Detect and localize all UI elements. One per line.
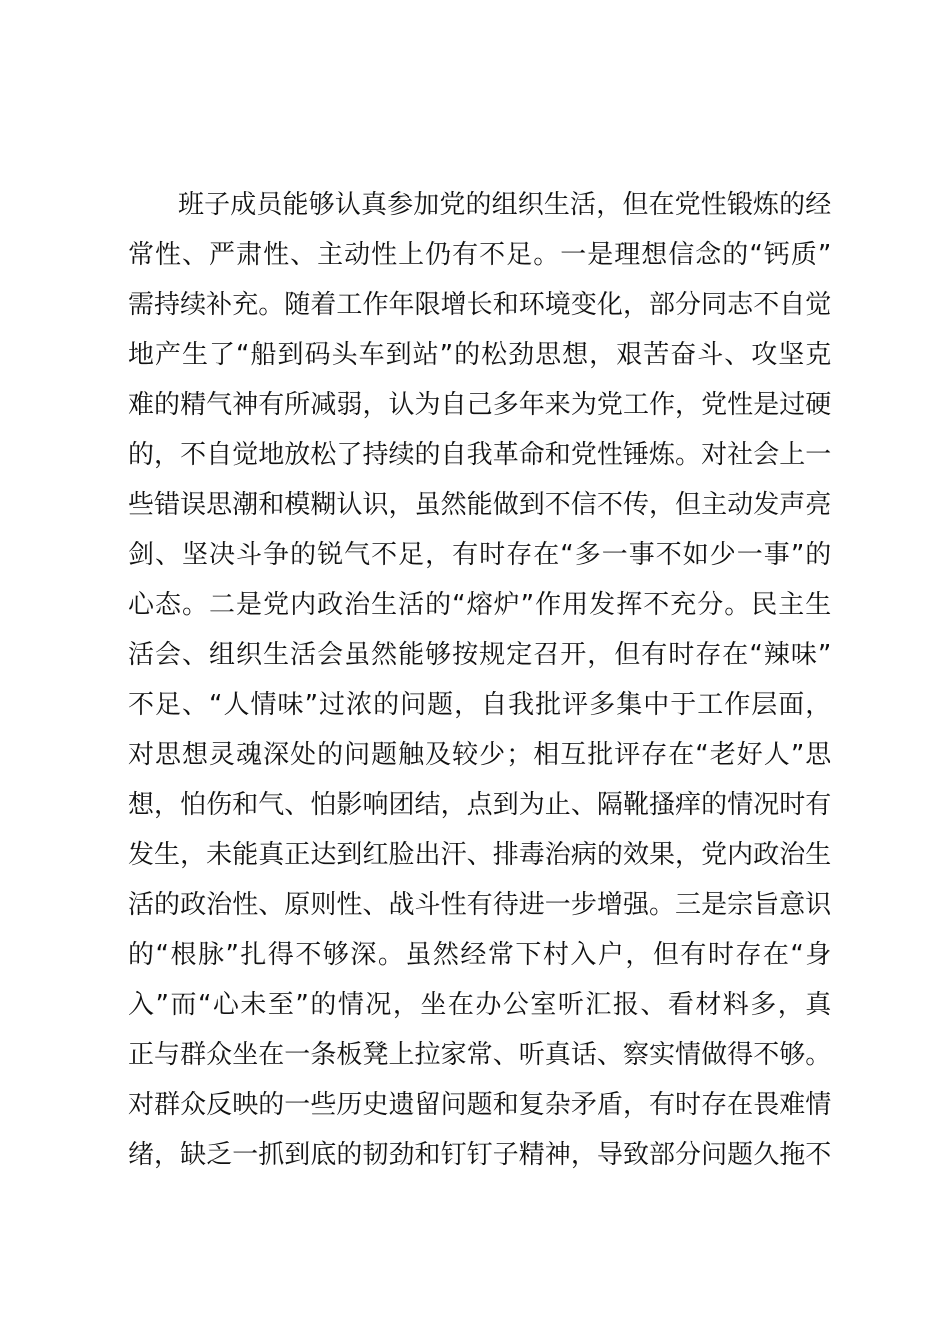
text-line: 需持续补充。随着工作年限增长和环境变化，部分同志不自觉 bbox=[128, 290, 831, 320]
text-line: 对群众反映的一些历史遗留问题和复杂矛盾，有时存在畏难情 bbox=[128, 1090, 831, 1120]
text-line: 不足、“人情味”过浓的问题，自我批评多集中于工作层面， bbox=[128, 690, 831, 720]
text-line: 正与群众坐在一条板凳上拉家常、听真话、察实情做得不够。 bbox=[128, 1040, 831, 1070]
document-body bbox=[128, 180, 831, 1180]
text-line: 难的精气神有所减弱，认为自己多年来为党工作，党性是过硬 bbox=[128, 390, 831, 420]
text-line: 入”而“心未至”的情况，坐在办公室听汇报、看材料多，真 bbox=[128, 990, 831, 1020]
text-line: 想，怕伤和气、怕影响团结，点到为止、隔靴搔痒的情况时有 bbox=[128, 790, 831, 820]
text-line: 对思想灵魂深处的问题触及较少；相互批评存在“老好人”思 bbox=[128, 740, 831, 770]
text-line: 的“根脉”扎得不够深。虽然经常下村入户，但有时存在“身 bbox=[128, 940, 831, 970]
text-line: 的，不自觉地放松了持续的自我革命和党性锤炼。对社会上一 bbox=[128, 440, 831, 470]
text-line: 常性、严肃性、主动性上仍有不足。一是理想信念的“钙质” bbox=[128, 240, 831, 270]
text-line: 活会、组织生活会虽然能够按规定召开，但有时存在“辣味” bbox=[128, 640, 831, 670]
text-line: 地产生了“船到码头车到站”的松劲思想，艰苦奋斗、攻坚克 bbox=[128, 340, 831, 370]
text-line: 发生，未能真正达到红脸出汗、排毒治病的效果，党内政治生 bbox=[128, 840, 831, 870]
text-line: 绪，缺乏一抓到底的韧劲和钉钉子精神，导致部分问题久拖不 bbox=[128, 1140, 831, 1170]
text-line: 班子成员能够认真参加党的组织生活，但在党性锻炼的经 bbox=[178, 190, 831, 220]
text-line: 些错误思潮和模糊认识，虽然能做到不信不传，但主动发声亮 bbox=[128, 490, 831, 520]
text-line: 活的政治性、原则性、战斗性有待进一步增强。三是宗旨意识 bbox=[128, 890, 831, 920]
text-line: 剑、坚决斗争的锐气不足，有时存在“多一事不如少一事”的 bbox=[128, 540, 831, 570]
text-line: 心态。二是党内政治生活的“熔炉”作用发挥不充分。民主生 bbox=[128, 590, 831, 620]
